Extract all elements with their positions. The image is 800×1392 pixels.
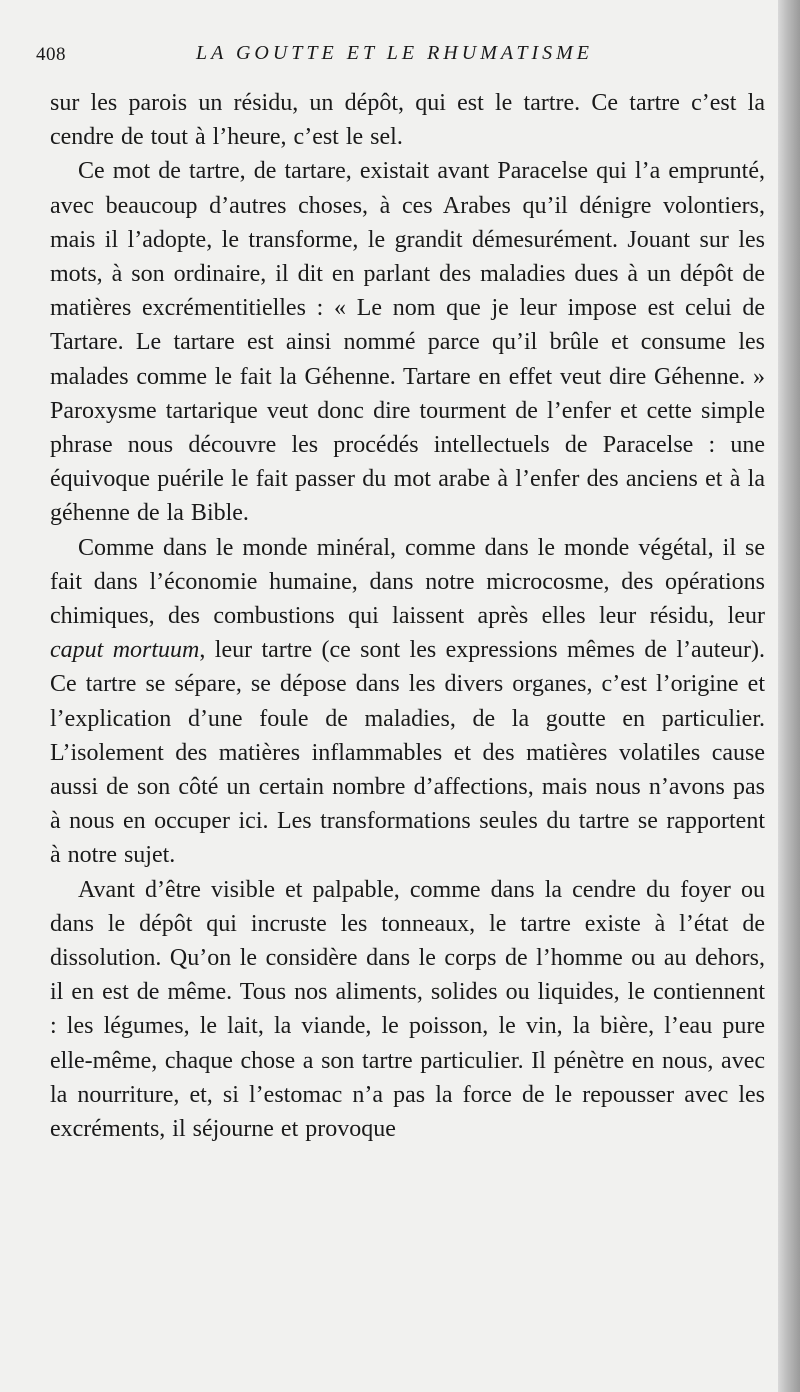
paragraph-text-before-italic: Comme dans le monde minéral, comme dans le monde végétal, il se fait dans l’économie humaine, dans notre microcosme, des opérations chimiques, des combustions qui laissent après elles leur résidu, leur bbox=[50, 534, 765, 630]
paragraph-microcosme bbox=[50, 531, 765, 873]
paragraph-text-after-italic: , leur tartre (ce sont les expressions mêmes de l’auteur). Ce tartre se sépare, se dépose dans les divers organes, c’est l’origine et l’explication d’une foule de maladies, de la goutte en particulier. L’isolement des matières inflammables et des matières volatiles cause aussi de son côté un certain nombre d’affections, mais nous n’avons pas à nous en occuper ici. Les transformations seules du tartre se rapportent à notre sujet. bbox=[50, 637, 766, 869]
page-header bbox=[36, 38, 766, 78]
page-number: 408 bbox=[36, 44, 66, 65]
italic-phrase: caput mortuum bbox=[50, 637, 200, 664]
paragraph-continuation: sur les parois un résidu, un dépôt, qui est le tartre. Ce tartre c’est la cendre de tout à l’heure, c’est le sel. bbox=[50, 90, 765, 151]
page-edge-shadow bbox=[778, 0, 800, 1392]
paragraph-dissolution: Avant d’être visible et palpable, comme dans la cendre du foyer ou dans le dépôt qui incruste les tonneaux, le tartre existe à l’état de dissolution. Qu’on le considère dans le corps de l’homme ou au dehors, il en est de même. Tous nos aliments, solides ou liquides, le contiennent : les légumes, le lait, la viande, le poisson, le vin, la bière, l’eau pure elle-même, chaque chose a son tartre particulier. Il pénètre en nous, avec la nourriture, et, si l’estomac n’a pas la force de le repousser avec les excréments, il séjourne et provoque bbox=[50, 876, 765, 1143]
paragraph-tartre-origin: Ce mot de tartre, de tartare, existait avant Paracelse qui l’a emprunté, avec beaucoup d’autres choses, à ces Arabes qu’il dénigre volontiers, mais il l’adopte, le transforme, le grandit démesurément. Jouant sur les mots, à son ordinaire, il dit en parlant des maladies dues à un dépôt de matières excrémentitielles : « Le nom que je leur impose est celui de Tartare. Le tartare est ainsi nommé parce qu’il brûle et consume les malades comme le fait la Géhenne. Tartare en effet veut dire Géhenne. » Paroxysme tartarique veut donc dire tourment de l’enfer et cette simple phrase nous découvre les procédés intellectuels de Paracelse : une équivoque puérile le fait passer du mot arabe à l’enfer des anciens et à la géhenne de la Bible. bbox=[50, 158, 765, 527]
body-text bbox=[50, 86, 765, 1146]
running-title: LA GOUTTE ET LE RHUMATISME bbox=[196, 42, 593, 64]
